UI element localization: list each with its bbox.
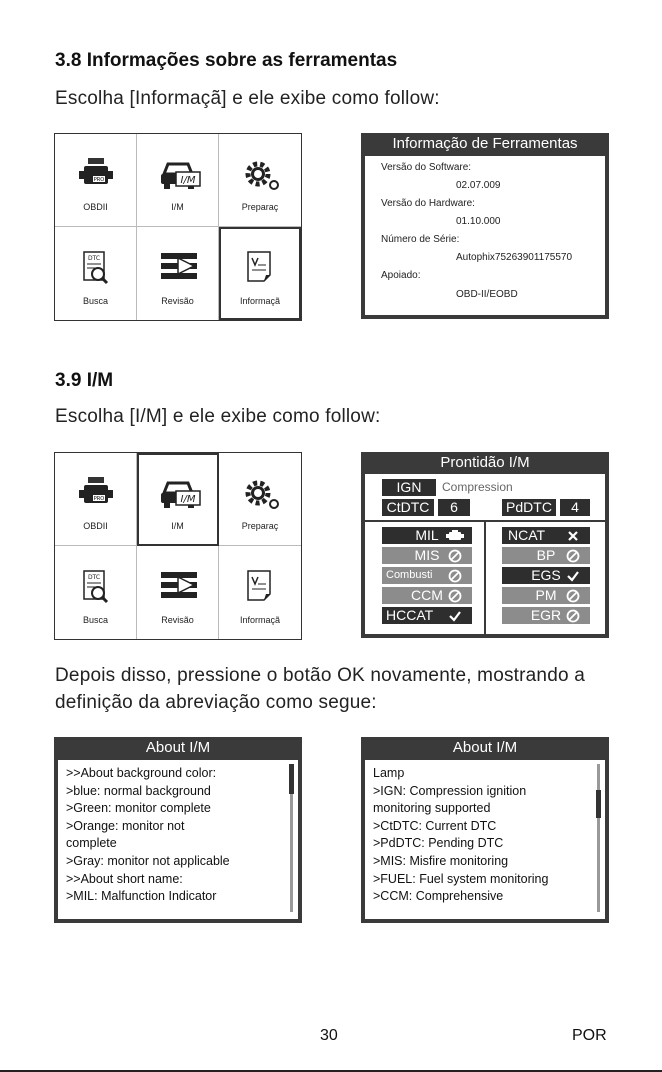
ign-tag: IGN: [382, 479, 436, 496]
ign-value: Compression: [442, 480, 513, 494]
menu-item-revisao[interactable]: [137, 227, 219, 320]
menu-item-label: Preparaç: [241, 202, 279, 212]
monitor-name: HCCAT: [386, 607, 434, 623]
menu-item-label: Busca: [82, 296, 108, 306]
scrollbar-thumb[interactable]: [596, 790, 601, 818]
section-intro-3-8: Escolha [Informaçã] e ele exibe como follow:: [55, 88, 440, 109]
serial-value: Autophix75263901175570: [456, 252, 573, 263]
menu-item-preparacao[interactable]: [219, 134, 301, 227]
about-line: >MIL: Malfunction Indicator: [66, 889, 217, 904]
divider: [484, 520, 486, 634]
scrollbar-thumb[interactable]: [289, 764, 294, 794]
monitor-name: MIL: [415, 527, 439, 543]
about-line: >Orange: monitor not: [66, 818, 185, 833]
monitor-ncat: [502, 527, 590, 544]
section-intro-3-9: Escolha [I/M] e ele exibe como follow:: [55, 406, 381, 427]
about-im-title: About I/M: [452, 739, 518, 756]
menu-item-label: I/M: [171, 521, 184, 531]
menu-item-revisao[interactable]: [137, 546, 219, 639]
monitor-egs: [502, 567, 590, 584]
page-number: 30: [320, 1027, 338, 1044]
menu-item-label: Informaçã: [239, 615, 281, 625]
not-applicable-icon: [448, 569, 462, 583]
about-line: >CCM: Comprehensive: [373, 889, 504, 904]
monitor-name: Combusti: [386, 569, 433, 581]
about-line: >IGN: Compression ignition: [373, 783, 527, 798]
main-menu-grid: [54, 452, 302, 640]
section-heading-3-9: 3.9 I/M: [55, 370, 114, 391]
not-applicable-icon: [448, 589, 462, 603]
section-heading-3-8: 3.8 Informações sobre as ferramentas: [55, 50, 398, 71]
monitor-hccat: [382, 607, 472, 624]
dtc-search-icon: [76, 568, 116, 608]
software-value: 02.07.009: [456, 180, 501, 191]
language-code: POR: [572, 1027, 607, 1044]
info-document-icon: [240, 568, 280, 608]
about-im-title: About I/M: [145, 739, 211, 756]
car-im-icon: [158, 156, 202, 196]
svg-text:I/M: I/M: [180, 175, 196, 186]
hardware-label: Versão do Hardware:: [381, 198, 475, 209]
support-label: Apoiado:: [381, 270, 421, 281]
check-icon: [566, 569, 580, 583]
monitor-name: EGS: [531, 567, 561, 583]
menu-item-label: Preparaç: [241, 521, 279, 531]
hardware-value: 01.10.000: [456, 216, 501, 227]
readiness-title: Prontidão I/M: [440, 454, 530, 471]
menu-item-informacao[interactable]: [219, 227, 301, 320]
monitor-name: MIS: [414, 547, 440, 563]
monitor-egr: [502, 607, 590, 624]
monitor-name: CCM: [411, 587, 443, 603]
about-line: >PdDTC: Pending DTC: [373, 836, 504, 851]
pddtc-tag: PdDTC: [502, 499, 556, 516]
about-line: >blue: normal background: [66, 783, 211, 798]
menu-item-obdii[interactable]: [55, 134, 137, 227]
monitor-bp: [502, 547, 590, 564]
info-document-icon: [240, 249, 280, 289]
engine-icon: [446, 530, 464, 542]
tool-info-title: Informação de Ferramentas: [392, 135, 578, 152]
support-value: OBD-II/EOBD: [456, 289, 518, 300]
about-line: >FUEL: Fuel system monitoring: [373, 871, 549, 886]
monitor-name: NCAT: [508, 527, 546, 543]
main-menu-grid: [54, 133, 302, 321]
about-line: >>About background color:: [66, 766, 217, 780]
monitor-pm: [502, 587, 590, 604]
menu-item-obdii[interactable]: [55, 453, 137, 546]
about-line: >Green: monitor complete: [66, 801, 211, 816]
after-line-1: Depois disso, pressione o botão OK novamente, mostrando a: [55, 665, 585, 686]
not-applicable-icon: [566, 589, 580, 603]
about-line: Lamp: [373, 766, 405, 780]
gear-icon: [240, 475, 284, 515]
svg-text:DTC: DTC: [87, 255, 101, 262]
svg-text:PRO: PRO: [93, 177, 105, 183]
monitor-name: PM: [535, 587, 557, 603]
scrollbar[interactable]: [597, 764, 600, 912]
about-line: complete: [66, 836, 117, 851]
menu-item-im[interactable]: [137, 453, 219, 546]
menu-item-label: OBDII: [83, 521, 108, 531]
menu-item-busca[interactable]: [55, 227, 137, 320]
serial-label: Número de Série:: [381, 234, 460, 245]
not-applicable-icon: [566, 549, 580, 563]
menu-item-im[interactable]: [137, 134, 219, 227]
cross-icon: [566, 529, 580, 543]
about-line: >CtDTC: Current DTC: [373, 818, 497, 833]
about-im-text: [66, 765, 230, 906]
menu-item-informacao[interactable]: [219, 546, 301, 639]
dtc-search-icon: [76, 249, 116, 289]
about-im-screen-2: [361, 737, 609, 923]
menu-item-label: Busca: [82, 615, 108, 625]
menu-item-label: Revisão: [161, 296, 194, 306]
about-im-screen-1: [54, 737, 302, 923]
monitor-combustion: [382, 567, 472, 584]
monitor-ccm: [382, 587, 472, 604]
svg-text:I/M: I/M: [180, 494, 196, 505]
monitor-mis: [382, 547, 472, 564]
readiness-screen: [361, 452, 609, 638]
menu-item-label: I/M: [171, 202, 184, 212]
obd-device-icon: [76, 156, 116, 196]
not-applicable-icon: [448, 549, 462, 563]
pddtc-value: 4: [560, 499, 590, 516]
menu-item-label: Revisão: [161, 615, 194, 625]
monitor-mil: [382, 527, 472, 544]
playback-icon: [158, 249, 202, 289]
menu-item-label: Informaçã: [239, 296, 281, 306]
gear-icon: [240, 156, 284, 196]
ctdtc-tag: CtDTC: [382, 499, 434, 516]
svg-text:DTC: DTC: [87, 574, 101, 581]
monitor-name: EGR: [530, 607, 562, 623]
about-line: >MIS: Misfire monitoring: [373, 853, 509, 868]
menu-item-busca[interactable]: [55, 546, 137, 639]
ctdtc-value: 6: [438, 499, 470, 516]
car-im-icon: [158, 475, 202, 515]
after-line-2: definição da abreviação como segue:: [55, 692, 377, 713]
menu-item-preparacao[interactable]: [219, 453, 301, 546]
playback-icon: [158, 568, 202, 608]
software-label: Versão do Software:: [381, 162, 472, 173]
check-icon: [448, 609, 462, 623]
about-line: >>About short name:: [66, 871, 183, 886]
about-line: monitoring supported: [373, 801, 491, 816]
scrollbar[interactable]: [290, 764, 293, 912]
monitor-name: BP: [536, 547, 556, 563]
svg-text:PRO: PRO: [93, 496, 105, 502]
not-applicable-icon: [566, 609, 580, 623]
menu-item-label: OBDII: [83, 202, 108, 212]
tool-info-screen: [361, 133, 609, 319]
about-line: >Gray: monitor not applicable: [66, 853, 230, 868]
obd-device-icon: [76, 475, 116, 515]
about-im-text: [373, 765, 548, 906]
